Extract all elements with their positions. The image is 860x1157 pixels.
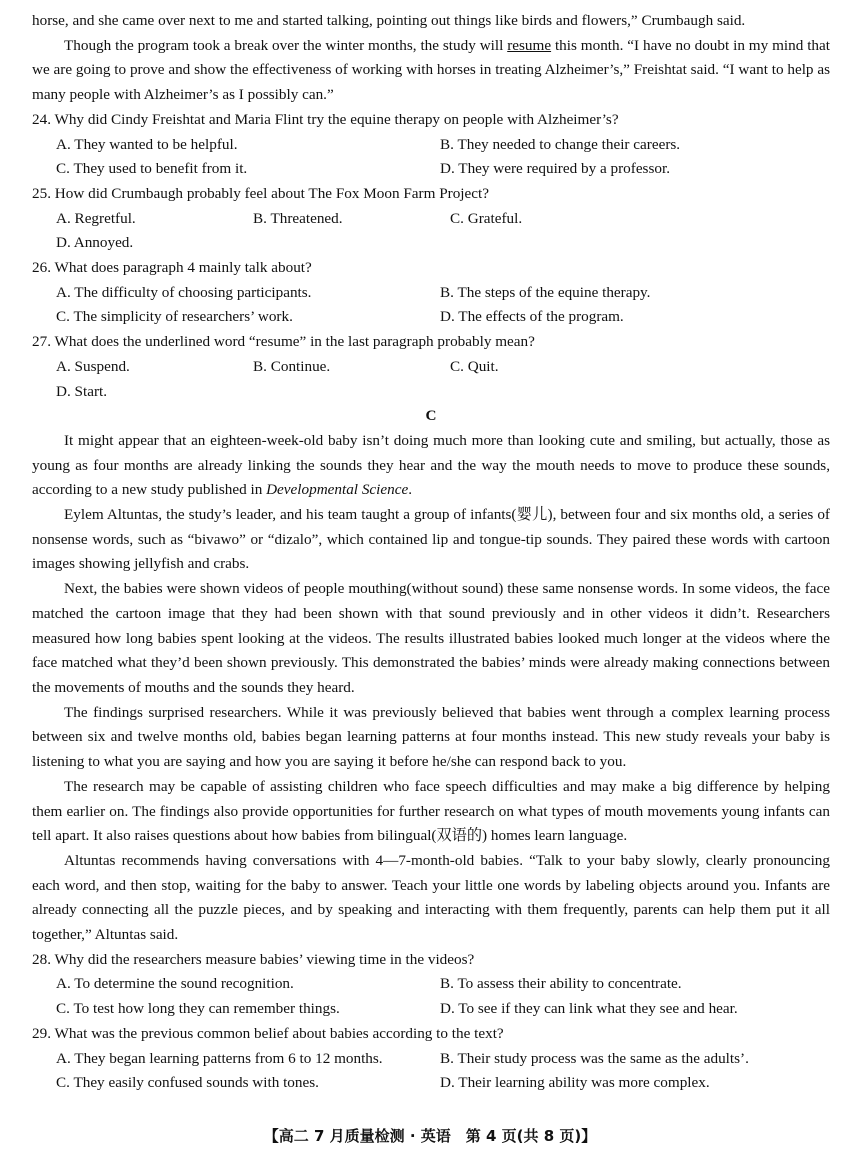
options	[32, 133, 830, 182]
option-c[interactable]: C. Grateful.	[450, 209, 523, 227]
option-a[interactable]: A. The difficulty of choosing participants.	[56, 283, 312, 301]
option-b[interactable]: B. Their study process was the same as the adults’.	[440, 1049, 749, 1067]
options	[32, 281, 830, 330]
text-run: this month. “I have no doubt in my mind that we are going to prove and show the effectiveness of working with horses in treating Alzheimer’s,” Freishtat said. “I want to help as many people with Alzheimer’s as I possibly can.”	[32, 36, 830, 104]
page-footer: 【高二 7 月质量检测 · 英语 第 4 页(共 8 页)】	[263, 1127, 597, 1145]
options	[32, 207, 830, 256]
option-a[interactable]: A. To determine the sound recognition.	[56, 975, 294, 993]
text-run: .	[408, 481, 412, 499]
passage-b-final-paragraph	[32, 34, 830, 108]
option-a[interactable]: A. They began learning patterns from 6 to 12 months.	[56, 1049, 383, 1067]
option-b[interactable]: B. They needed to change their careers.	[440, 135, 681, 153]
journal-title: Developmental Science	[266, 481, 409, 499]
question-26	[32, 256, 830, 330]
page-content	[32, 9, 830, 1096]
option-b[interactable]: B. To assess their ability to concentrate.	[440, 975, 682, 993]
option-d[interactable]: D. They were required by a professor.	[440, 160, 670, 178]
section-c-paragraph-4: The findings surprised researchers. While it was previously believed that babies went through a complex learning process between six and twelve months old, babies began learning patterns at four months instead. This new study reveals your baby is listening to what you are saying and how you are saying it before he/she can respond back to you.	[32, 703, 830, 771]
question-stem: 29. What was the previous common belief about babies according to the text?	[32, 1024, 504, 1042]
question-29	[32, 1022, 830, 1096]
passage-b-last-line: horse, and she came over next to me and started talking, pointing out things like birds and flowers,” Crumbaugh said.	[32, 12, 746, 29]
question-stem: 25. How did Crumbaugh probably feel about The Fox Moon Farm Project?	[32, 184, 489, 202]
options	[32, 972, 830, 1021]
section-c-paragraph-1	[32, 429, 830, 503]
option-c[interactable]: C. To test how long they can remember things.	[56, 1000, 340, 1018]
question-25	[32, 182, 830, 256]
section-c-title: C	[425, 407, 437, 425]
question-28	[32, 948, 830, 1022]
question-stem: 28. Why did the researchers measure babies’ viewing time in the videos?	[32, 950, 475, 968]
question-stem: 26. What does paragraph 4 mainly talk about?	[32, 259, 312, 277]
option-c[interactable]: C. They easily confused sounds with tones.	[56, 1074, 319, 1092]
text-run: Though the program took a break over the winter months, the study will	[64, 36, 508, 54]
question-24	[32, 108, 830, 182]
options	[32, 1047, 830, 1096]
section-c-paragraph-3: Next, the babies were shown videos of people mouthing(without sound) these same nonsense words. In some videos, the face matched the cartoon image that they had been shown with that sound previously and in other videos it didn’t. Researchers measured how long babies spent looking at the videos. The results illustrated babies looked much longer at the videos where the face matched what they’d been shown previously. This demonstrated the babies’ minds were already making connections between the movements of mouths and the sounds they heard.	[32, 580, 830, 696]
option-d[interactable]: D. Annoyed.	[56, 234, 134, 252]
option-d[interactable]: D. The effects of the program.	[440, 308, 624, 326]
underlined-word-resume: resume	[507, 36, 552, 54]
option-a[interactable]: A. Suspend.	[56, 357, 130, 375]
option-d[interactable]: D. Their learning ability was more complex.	[440, 1074, 710, 1092]
option-d[interactable]: D. Start.	[56, 382, 108, 400]
option-c[interactable]: C. The simplicity of researchers’ work.	[56, 308, 293, 326]
section-c-paragraph-2: Eylem Altuntas, the study’s leader, and his team taught a group of infants(婴儿), between four and six months old, a series of nonsense words, such as “bivawo” or “dizalo”, which contained lip and tongue-tip sounds. They paired these words with cartoon images showing jellyfish and crabs.	[32, 506, 830, 573]
option-a[interactable]: A. They wanted to be helpful.	[56, 135, 238, 153]
option-c[interactable]: C. Quit.	[450, 357, 499, 375]
text-run: It might appear that an eighteen-week-old baby isn’t doing much more than looking cute and smiling, but actually, those as young as four months are already linking the sounds they hear and the way the mouth needs to move to produce these sounds, according to a new study published in	[32, 431, 830, 499]
question-stem: 24. Why did Cindy Freishtat and Maria Flint try the equine therapy on people with Alzheimer’s?	[32, 110, 619, 128]
option-d[interactable]: D. To see if they can link what they see and hear.	[440, 1000, 738, 1018]
section-c-paragraph-5: The research may be capable of assisting children who face speech difficulties and may make a big difference by helping them earlier on. The findings also provide opportunities for further research on what types of mouth movements young infants can tell apart. It also raises questions about how babies from bilingual(双语的) homes learn language.	[32, 777, 830, 845]
option-b[interactable]: B. Continue.	[253, 357, 331, 375]
option-b[interactable]: B. Threatened.	[253, 209, 343, 227]
question-27	[32, 330, 830, 404]
question-stem: 27. What does the underlined word “resume” in the last paragraph probably mean?	[32, 333, 535, 351]
options	[32, 355, 830, 404]
option-b[interactable]: B. The steps of the equine therapy.	[440, 283, 651, 301]
option-c[interactable]: C. They used to benefit from it.	[56, 160, 248, 178]
section-c-paragraph-6: Altuntas recommends having conversations with 4—7-month-old babies. “Talk to your baby slowly, clearly pronouncing each word, and then stop, waiting for the baby to answer. Teach your little one words by labeling objects around you. Infants are already connecting all the puzzle pieces, and by speaking and interacting with them frequently, parents can help them put it all together,” Altuntas said.	[32, 851, 830, 944]
option-a[interactable]: A. Regretful.	[56, 209, 136, 227]
